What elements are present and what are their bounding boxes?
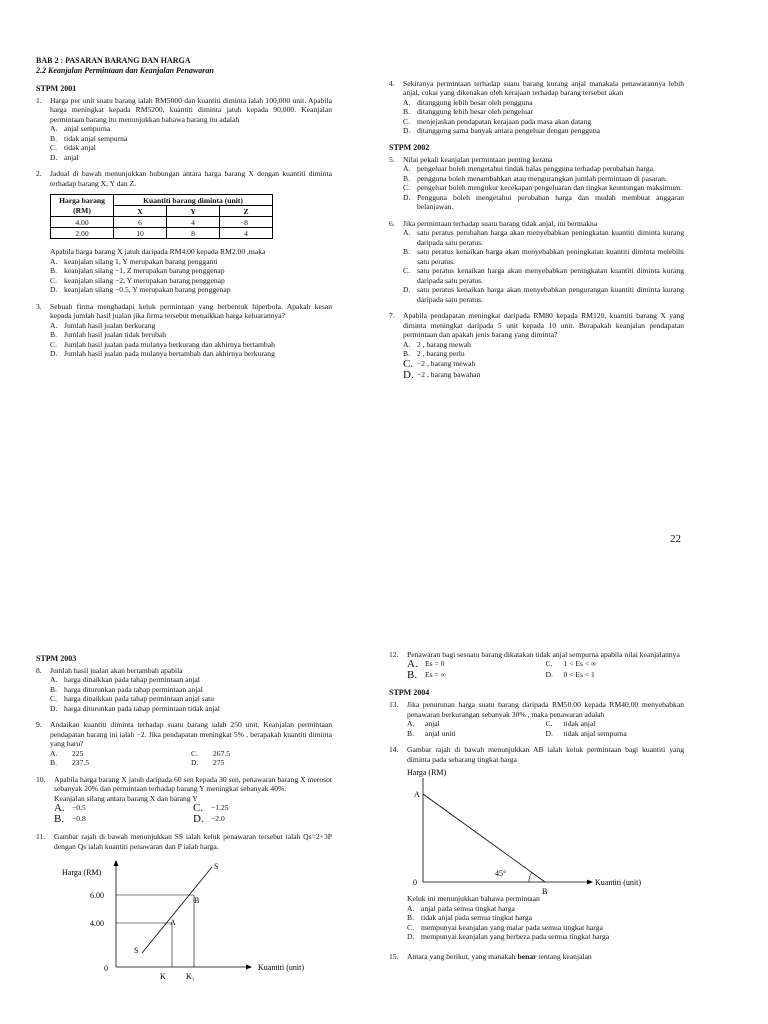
question-text: Sekiranya permintaan terhadap suatu barang kurang anjal manakala penawarannya lebih anjal, cukai yang dikenakan oleh kerajaan terhadap barang tersebut akan [403, 79, 684, 98]
question-stem: Keluk ini menunjukkan bahawa permintaan [407, 894, 540, 904]
table-row: 4.00 6 4 8 [51, 217, 273, 228]
option-a[interactable]: A. anjal [407, 719, 440, 729]
question-8: 8. Jumlah hasil jualan akan bertambah apabila A. harga dinaikkan pada tahap permintaan anjal B. harga diturunkan pada tahap permintaan anjal C. harga dinaikkan pada tahap permintaan anjal satu D. harga diturunkan pada tahap permintaan tidak anjal [36, 666, 332, 713]
page-number: 22 [670, 533, 681, 545]
question-stem: Apabila harga barang X jatuh daripada RM4.00 kepada RM2.00 ,maka [50, 247, 266, 257]
option-c[interactable]: C. harga dinaikkan pada tahap permintaan anjal satu [50, 694, 214, 704]
quantity-label-k1: K₁ [186, 972, 195, 982]
option-d[interactable]: D. Jumlah hasil jualan pada mulanya bertambah dan akhirnya berkurang [50, 349, 275, 359]
option-d[interactable]: D. Pengguna boleh mengetahui perubahan harga dan mudah membuat anggaran belanjawan. [403, 192, 684, 212]
question-text: Penawaran bagi sesuatu barang dikatakan tidak anjal sempurna apabila nilai keanjalannya [407, 650, 680, 659]
option-d[interactable]: D. anjal [50, 152, 79, 162]
option-b[interactable]: B. pengguna boleh menambahkan atau mengurangkan jumlah permintaan di pasaran. [403, 173, 667, 183]
left-column-top [36, 56, 332, 366]
x-axis-arrow [587, 880, 593, 885]
right-column-bottom [389, 650, 684, 968]
section-title: 2.2 Keanjalan Permintaan dan Keanjalan Penawaran [36, 66, 214, 75]
supply-curve-ss [142, 867, 212, 953]
option-d[interactable]: D. tidak anjal sempurna [545, 728, 627, 738]
option-c[interactable]: C. tidak anjal [545, 719, 596, 729]
question-text: Nilai pekali keanjalan permintaan penting kerana [403, 154, 553, 164]
question-9: 9. Andaikan kuantiti diminta terhadap suatu barang ialah 250 unit. Keanjalan permintaan pendapatan barang ini ialah −2. Jika pendapatan meningkat 5% , berapakah kuantiti diminta yang baru? A. 225 C. 267.5 B. 237.5 D. 275 [36, 720, 332, 768]
option-c[interactable]: C. 267.5 [191, 748, 231, 758]
question-13: 13. Jika penurunan harga suatu barang daripada RM50.00 kepada RM40.00 menyebabkan penawaran berkurangan sebanyak 30% , maka penawaran adalah A. anjal C. tidak anjal B. anjal uniti D. tidak anjal sempurna [389, 700, 684, 738]
y-axis-arrow [114, 860, 119, 866]
question-2: 2. Jadual di bawah menunjukkan hubungan antara harga barang X dengan kuantiti diminta terhadap barang X, Y dan Z. Harga barang (RM) Kuantiti barang diminta (unit) X Y Z 4.00 6 4 8 2.00 10 8 4 Apabila harga barang X jatuh daripada RM4.00 kepada RM2.00 ,maka A. keanjalan silang 1, Y merupakan barang pengganti B. keanjalan silang −1, Z merupakan barang penggenap C. keanjalan silang −2, Y merupakan barang penggenap D. keanjalan silang −0.5, Y merupakan barang penggenap [36, 169, 332, 295]
supply-label-bottom: S [134, 946, 139, 956]
option-c[interactable]: C. tidak anjal [50, 143, 96, 153]
point-a-label: A [414, 790, 420, 800]
stpm-2002-heading: STPM 2002 [389, 142, 430, 152]
option-a[interactable]: A. pengeluar boleh mengetahui tindak balas pengguna terhadap perubahan harga. [403, 164, 655, 174]
option-d[interactable]: D. ditanggung sama banyak antara pengeluar dengan pengguna [403, 126, 601, 136]
point-a-label: A [170, 918, 176, 928]
table-row: 2.00 10 8 4 [51, 228, 273, 239]
supply-label-top: S [214, 862, 219, 872]
question-text: Harga per unit suatu barang ialah RM5000 dan kuantiti diminta ialah 100,000 unit. Apabila harga meningkat kepada RM5200, kuantiti diminta jatuh kepada 90,000. Keanjalan permintaan barang itu menunjukkan bahawa barang itu adalah [50, 96, 332, 124]
question-3: 3. Sebuah firma menghadapi keluk permintaan yang berbentuk hiperbola. Apakah kesan kepada jumlah hasil jualan jika firma tersebut menaikkan harga keluarannya? A. Jumlah hasil jualan berkurang B. Jumlah hasil jualan tidak berubah C. Jumlah hasil jualan pada mulanya berkurang dan akhirnya bertambah D. Jumlah hasil jualan pada mulanya bertambah dan akhirnya berkurang [36, 301, 332, 359]
question-text: Sebuah firma menghadapi keluk permintaan yang berbentuk hiperbola. Apakah kesan kepada jumlah hasil jualan jika firma tersebut menaikkan harga keluarannya? [50, 301, 332, 321]
question-12: 12. Penawaran bagi sesuatu barang dikatakan tidak anjal sempurna apabila nilai keanjalannya A. Es = 0 C. 1 < Es < ∞ B. Es = ∞ D. 0 < Es < 1 [389, 650, 684, 681]
option-c[interactable]: C. pengeluar boleh mengukur kecekapan pengeluaran dan tingkat keuntungan maksimum. [403, 183, 683, 193]
option-b[interactable]: B. Es = ∞ [407, 669, 447, 682]
origin-label: 0 [413, 878, 417, 888]
option-d[interactable]: D. 0 < Es < 1 [545, 670, 595, 680]
stpm-2003-heading: STPM 2003 [36, 654, 77, 663]
question-text: Jika permintaan terhadap suatu barang tidak anjal, ini bermakna [403, 218, 598, 228]
question-1: 1. Harga per unit suatu barang ialah RM5000 dan kuantiti diminta ialah 100,000 unit. Apabila harga meningkat kepada RM5200, kuantiti diminta jatuh kepada 90,000. Keanjalan permintaan barang itu menunjukkan bahawa barang itu adalah A. anjal sempurna B. tidak anjal sempurna C. tidak anjal D. anjal [36, 96, 332, 162]
question-6: 6. Jika permintaan terhadap suatu barang tidak anjal, ini bermakna A. satu peratus perubahan harga akan menyebabkan peningkatan kuantiti diminta kurang daripada satu peratus. B. satu peratus kenaikan harga akan menyebabkan peningkatan kuantiti diminta melebihi satu peratus. C. satu peratus kenaikan harga akan menyebabkan peningkatan kuantiti diminta kurang daripada satu peratus. D. satu peratus kenaikan harga akan menyebabkan pengurangan kuantiti diminta kurang daripada satu peratus. [389, 218, 684, 304]
option-c[interactable]: C. satu peratus kenaikan harga akan menyebabkan peningkatan kuantiti diminta kurang daripada satu peratus. [403, 266, 684, 285]
option-a[interactable]: A. 2 , barang mewah [403, 339, 471, 349]
option-a[interactable]: A. anjal pada semua tingkat harga [407, 903, 515, 913]
question-7: 7. Apabila pendapatan meningkat daripada RM80 kepada RM120, kuantiti barang X yang diminta meningkat daripada 5 unit kepada 10 unit. Berapakah keanjalan pendapatan permintaan dan apakah jenis barang yang diminta? A. 2 , barang mewah B. 2 , barang perlu C. −2 , barang mewah D. −2 , barang bawahan [389, 311, 684, 381]
option-d[interactable]: D. −2.0 [193, 813, 225, 826]
option-c[interactable]: C. mempunyai keanjalan yang malar pada semua tingkat harga [407, 922, 603, 932]
question-text: Gambar rajah di bawah menunjukkan SS ialah keluk penawaran tersebut ialah Qs=2+3P dengan Qs ialah kuantiti penawaran dan P ialah harga. [54, 832, 332, 851]
question-text: Jadual di bawah menunjukkan hubungan antara harga barang X dengan kuantiti diminta terhadap barang X, Y dan Z. [50, 169, 332, 188]
question-14: 14. Gambar rajah di bawah menunjukkan AB ialah keluk permintaan bagi kuantiti yang diminta pada sebarang tingkat harga [389, 745, 684, 764]
option-b[interactable]: B. keanjalan silang −1, Z merupakan barang penggenap [50, 266, 225, 276]
question-15: 15. Antara yang berikut, yang manakah benar tentang keanjalan [389, 952, 684, 961]
chapter-title: BAB 2 : PASARAN BARANG DAN HARGA [36, 56, 191, 65]
option-a[interactable]: A. keanjalan silang 1, Y merupakan barang pengganti [50, 256, 218, 266]
quantity-label-k: K [160, 972, 166, 982]
demand-curve-ab [423, 794, 545, 882]
option-d[interactable]: D. keanjalan silang −0.5, Y merupakan barang penggenap [50, 285, 231, 295]
option-a[interactable]: A. harga dinaikkan pada tahap permintaan anjal [50, 675, 200, 685]
x-axis-label: Kuantiti (unit) [595, 878, 641, 888]
stpm-2001-heading: STPM 2001 [36, 84, 77, 93]
option-b[interactable]: B. Jumlah hasil jualan tidak berubah [50, 330, 167, 340]
y-axis-label: Harga (RM) [62, 868, 102, 878]
option-a[interactable]: A. 225 [50, 748, 84, 758]
option-d[interactable]: D. mempunyai keanjalan yang berbeza pada semua tingkat harga [407, 932, 610, 942]
stpm-2004-heading: STPM 2004 [389, 688, 430, 698]
origin-label: 0 [104, 964, 108, 974]
option-a[interactable]: A. Jumlah hasil jualan berkurang [50, 320, 156, 330]
option-d[interactable]: D. satu peratus kenaikan harga akan menyebabkan pengurangan kuantiti diminta kurang daripada satu peratus. [403, 285, 684, 304]
option-a[interactable]: A. ditanggung lebih besar oleh pengguna [403, 97, 533, 107]
question-text: Jumlah hasil jualan akan bertambah apabila [50, 666, 183, 675]
option-b[interactable]: B. tidak anjal sempurna [50, 133, 128, 143]
option-c[interactable]: C. menjejaskan pendapatan kerajaan pada masa akan datang [403, 116, 592, 126]
question-text: Jika penurunan harga suatu barang daripada RM50.00 kepada RM40.00 menyebabkan penawaran berkurangan sebanyak 30% , maka penawaran adalah [407, 700, 684, 719]
option-b[interactable]: B. 237.5 [50, 758, 90, 768]
right-column-top [389, 79, 684, 388]
question-text: Apabila harga barang X jatuh daripada 60 sen kepada 30 sen, penawaran barang X merosot sebanyak 20% dan permintaan terhadap barang Y meningkat sebanyak 40%. [54, 774, 332, 794]
option-b[interactable]: B. −0.8 [54, 813, 86, 826]
angle-arc [529, 872, 532, 882]
left-column-bottom [36, 650, 332, 982]
option-c[interactable]: C. Jumlah hasil jualan pada mulanya berkurang dan akhirnya bertambah [50, 339, 275, 349]
question-4: 4. Sekiranya permintaan terhadap suatu barang kurang anjal manakala penawarannya lebih anjal, cukai yang dikenakan oleh kerajaan terhadap barang tersebut akan A. ditanggung lebih besar oleh pengguna B. ditanggung lebih besar oleh pengeluar C. menjejaskan pendapatan kerajaan pada masa akan datang D. ditanggung sama banyak antara pengeluar dengan pengguna [389, 79, 684, 136]
option-d[interactable]: D. harga diturunkan pada tahap permintaan tidak anjal [50, 703, 220, 713]
option-a[interactable]: A. Es = 0 [407, 658, 445, 671]
option-c[interactable]: C. keanjalan silang −2, Y merupakan barang penggenap [50, 275, 225, 285]
table-header-quantity: Kuantiti barang diminta (unit) [114, 195, 273, 206]
option-c[interactable]: C. −2 , barang mewah [403, 357, 476, 370]
option-a[interactable]: A. −0.5 [54, 802, 86, 815]
option-d[interactable]: D. 275 [191, 758, 225, 768]
price-label-4: 4.00 [90, 919, 104, 929]
question-11: 11. Gambar rajah di bawah menunjukkan SS ialah keluk penawaran tersebut ialah Qs=2+3P dengan Qs ialah kuantiti penawaran dan P ialah harga. [36, 832, 332, 851]
option-a[interactable]: A. anjal sempurna [50, 124, 111, 134]
option-c[interactable]: C. 1 < Es < ∞ [545, 659, 597, 669]
question-text: Gambar rajah di bawah menunjukkan AB ialah keluk permintaan bagi kuantiti yang diminta pada sebarang tingkat harga [407, 745, 684, 764]
question-14-answers [389, 894, 684, 941]
question-10: 10. Apabila harga barang X jatuh daripada 60 sen kepada 30 sen, penawaran barang X merosot sebanyak 20% dan permintaan terhadap barang Y meningkat sebanyak 40%. Keanjalan silang antara barang X dan barang Y A. −0.5 C. −1.25 B. −0.8 D. −2.0 [36, 774, 332, 826]
table-header-price: Harga barang (RM) [51, 195, 114, 217]
question-text: Antara yang berikut, yang manakah benar tentang keanjalan [407, 951, 592, 961]
option-b[interactable]: B. 2 , barang perlu [403, 349, 465, 359]
option-d[interactable]: D. −2 , barang bawahan [403, 368, 481, 381]
question-text: Andaikan kuantiti diminta terhadap suatu barang ialah 250 unit. Keanjalan permintaan pendapatan barang ini ialah −2. Jika pendapatan meningkat 5% , berapakah kuantiti diminta yang baru? [50, 720, 332, 749]
question-5: 5. Nilai pekali keanjalan permintaan penting kerana A. pengeluar boleh mengetahui tindak balas pengguna terhadap perubahan harga. B. pengguna boleh menambahkan atau mengurangkan jumlah permintaan di pasaran. C. pengeluar boleh mengukur kecekapan pengeluaran dan tingkat keuntungan maksimum. D. Pengguna boleh mengetahui perubahan harga dan mudah membuat anggaran belanjawan. [389, 154, 684, 212]
x-axis-label: Kuantiti (unit) [258, 963, 304, 973]
angle-label: 45° [495, 869, 507, 879]
option-c[interactable]: C. −1.25 [193, 802, 229, 815]
x-axis-arrow [246, 965, 252, 970]
question-text: Apabila pendapatan meningkat daripada RM80 kepada RM120, kuantiti barang X yang diminta meningkat daripada 5 unit kepada 10 unit. Berapakah keanjalan pendapatan permintaan dan apakah jenis barang yang diminta? [403, 311, 684, 340]
option-a[interactable]: A. satu peratus perubahan harga akan menyebabkan peningkatan kuantiti diminta kurang daripada satu peratus. [403, 228, 684, 247]
option-b[interactable]: B. satu peratus kenaikan harga akan menyebabkan peningkatan kuantiti diminta melebihi satu peratus. [403, 247, 684, 266]
demand-curve-diagram [389, 764, 684, 897]
option-b[interactable]: B. harga diturunkan pada tahap permintaan anjal [50, 684, 203, 694]
y-axis-label: Harga (RM) [407, 768, 447, 778]
price-label-6: 6.00 [90, 891, 104, 901]
point-b-label: B [542, 887, 548, 897]
price-quantity-table: Harga barang (RM) Kuantiti barang diminta (unit) X Y Z 4.00 6 4 8 2.00 10 8 4 [50, 194, 273, 239]
option-b[interactable]: B. tidak anjal pada semua tingkat harga [407, 913, 532, 923]
question-stem: Keanjalan silang antara barang X dan barang Y [54, 793, 198, 803]
option-b[interactable]: B. anjal uniti [407, 728, 456, 738]
supply-curve-diagram [36, 855, 332, 982]
point-b-label: B [194, 896, 200, 906]
option-b[interactable]: B. ditanggung lebih besar oleh pengeluar [403, 107, 533, 117]
